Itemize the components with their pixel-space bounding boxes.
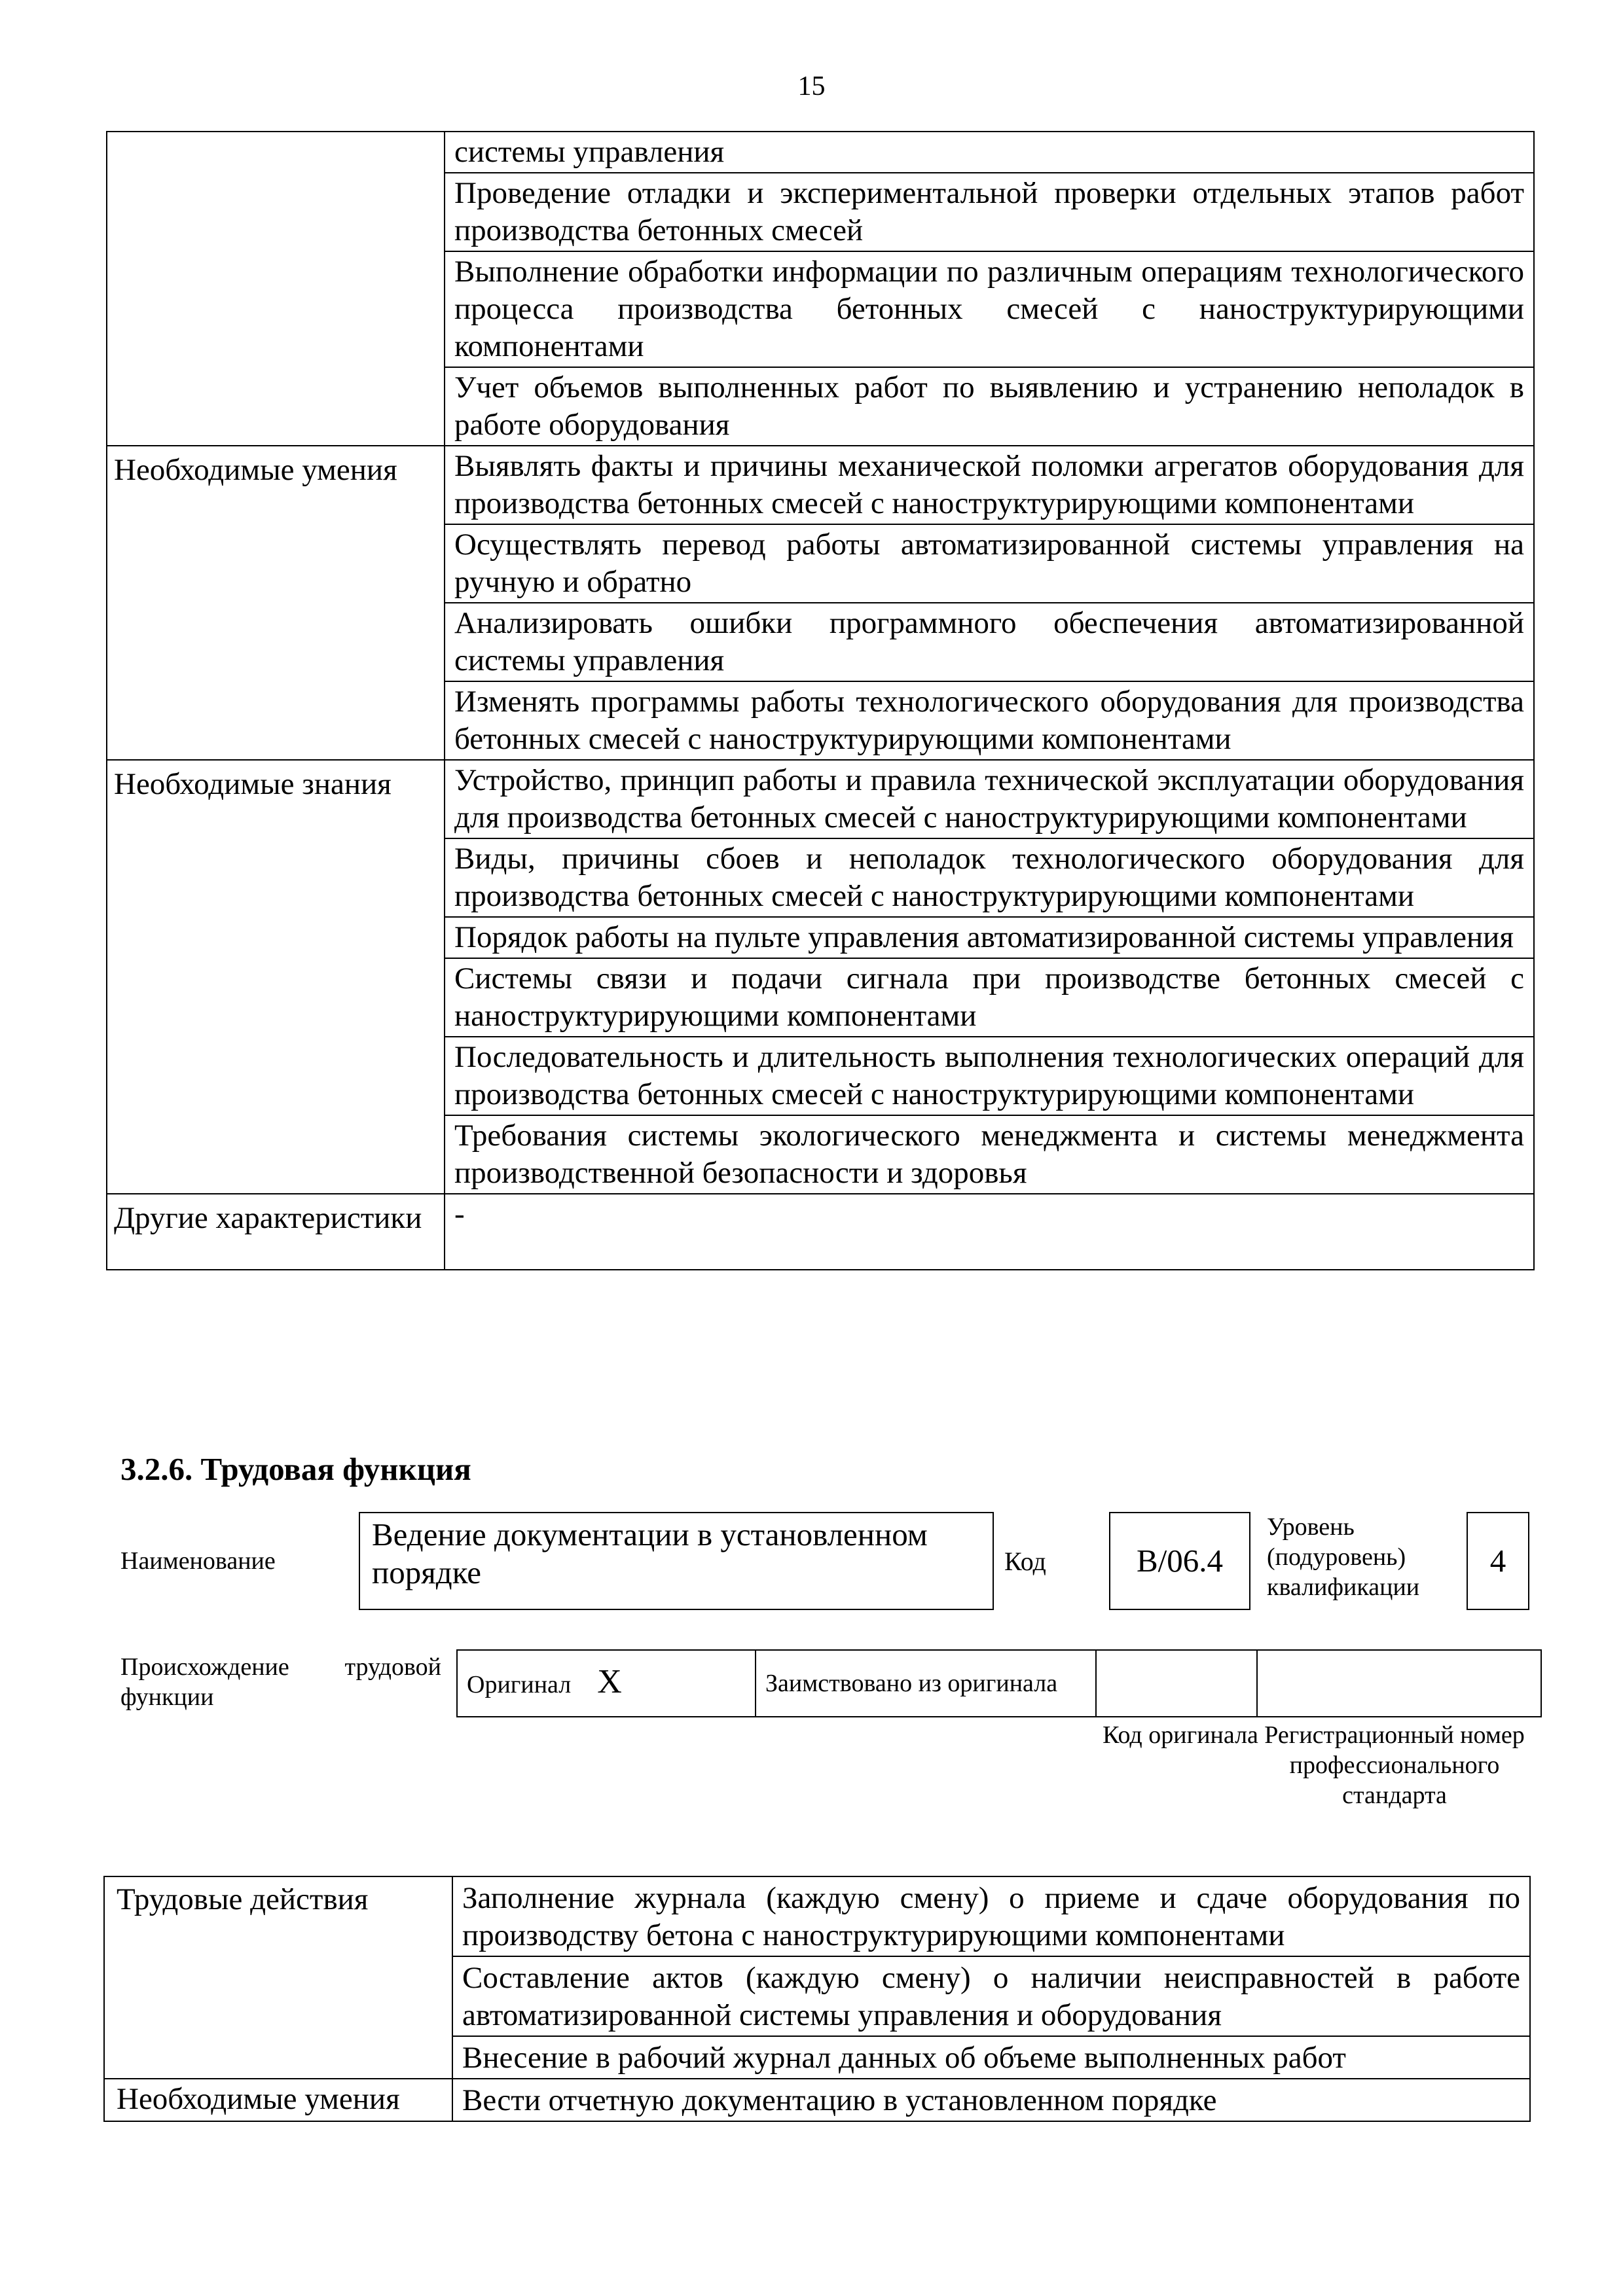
name-label: Наименование [120, 1547, 276, 1575]
table-row [107, 760, 1534, 838]
name-value: Ведение документации в установленном порядке [359, 1512, 994, 1610]
table-cell: Внесение в рабочий журнал данных об объеме выполненных работ [452, 2036, 1530, 2079]
origin-mark: X [597, 1663, 622, 1700]
table-cell: Устройство, принцип работы и правила технической эксплуатации оборудования для производства бетонных смесей с наноструктурирующими компонентами [445, 760, 1534, 838]
table-cell: Проведение отладки и экспериментальной проверки отдельных этапов работ производства бетонных смесей [445, 173, 1534, 251]
table-cell: Осуществлять перевод работы автоматизированной системы управления на ручную и обратно [445, 524, 1534, 603]
origin-borrowed-cell: Заимствовано из оригинала [756, 1650, 1096, 1717]
row-label: Необходимые умения [104, 2079, 452, 2121]
table-row [104, 1876, 1530, 1956]
table-cell: Требования системы экологического менеджмента и системы менеджмента производственной безопасности и здоровья [445, 1115, 1534, 1194]
level-label: Уровень (подуровень) квалификации [1267, 1513, 1420, 1601]
table-cell: Выявлять факты и причины механической поломки агрегатов оборудования для производства бетонных смесей с наноструктурирующими компонентами [445, 446, 1534, 524]
row-label [107, 132, 445, 446]
table-cell: Системы связи и подачи сигнала при производстве бетонных смесей с наноструктурирующими компонентами [445, 958, 1534, 1037]
caption-code: Код оригинала [1103, 1721, 1258, 1749]
table-row [457, 1650, 1541, 1717]
table-cell: Составление актов (каждую смену) о наличии неисправностей в работе автоматизированной системы управления и оборудования [452, 1956, 1530, 2036]
table-cell: Изменять программы работы технологического оборудования для производства бетонных смесей с наноструктурирующими компонентами [445, 681, 1534, 760]
table-cell: Анализировать ошибки программного обеспечения автоматизированной системы управления [445, 603, 1534, 681]
table-cell: Заполнение журнала (каждую смену) о приеме и сдаче оборудования по производству бетона с наноструктурирующими компонентами [452, 1876, 1530, 1956]
row-label: Другие характеристики [107, 1194, 445, 1270]
table-cell: Порядок работы на пульте управления автоматизированной системы управления [445, 917, 1534, 958]
caption-reg: Регистрационный номер профессионального стандарта [1264, 1721, 1525, 1809]
row-label: Трудовые действия [104, 1876, 452, 2079]
code-label: Код [1004, 1547, 1046, 1576]
table-row [107, 132, 1534, 173]
level-value: 4 [1467, 1512, 1529, 1610]
origin-original-cell [457, 1650, 756, 1717]
origin-original-label: Оригинал [467, 1671, 572, 1698]
origin-label: Происхождение трудовой функции [120, 1653, 441, 1711]
origin-code-cell [1096, 1650, 1257, 1717]
table-cell: Последовательность и длительность выполнения технологических операций для производства бетонных смесей с наноструктурирующими компонентами [445, 1037, 1534, 1115]
table-cell: системы управления [445, 132, 1534, 173]
table-cell: Выполнение обработки информации по различным операциям технологического процесса производства бетонных смесей с наноструктурирующими компонентами [445, 251, 1534, 367]
table-cell: Учет объемов выполненных работ по выявлению и устранению неполадок в работе оборудования [445, 367, 1534, 446]
competency-table [106, 131, 1535, 1270]
row-label: Необходимые умения [107, 446, 445, 760]
code-value: B/06.4 [1109, 1512, 1250, 1610]
table-cell: - [445, 1194, 1534, 1270]
table-row [104, 2079, 1530, 2121]
origin-reg-cell [1257, 1650, 1541, 1717]
table-row [107, 446, 1534, 524]
page-number: 15 [797, 71, 826, 101]
row-label: Необходимые знания [107, 760, 445, 1194]
table-cell: Виды, причины сбоев и неполадок технологического оборудования для производства бетонных смесей с наноструктурирующими компонентами [445, 838, 1534, 917]
table-row [107, 1194, 1534, 1270]
labor-function-table [103, 1876, 1531, 2122]
section-heading: 3.2.6. Трудовая функция [120, 1451, 471, 1487]
origin-table [456, 1649, 1542, 1717]
table-cell: Вести отчетную документацию в установленном порядке [452, 2079, 1530, 2121]
